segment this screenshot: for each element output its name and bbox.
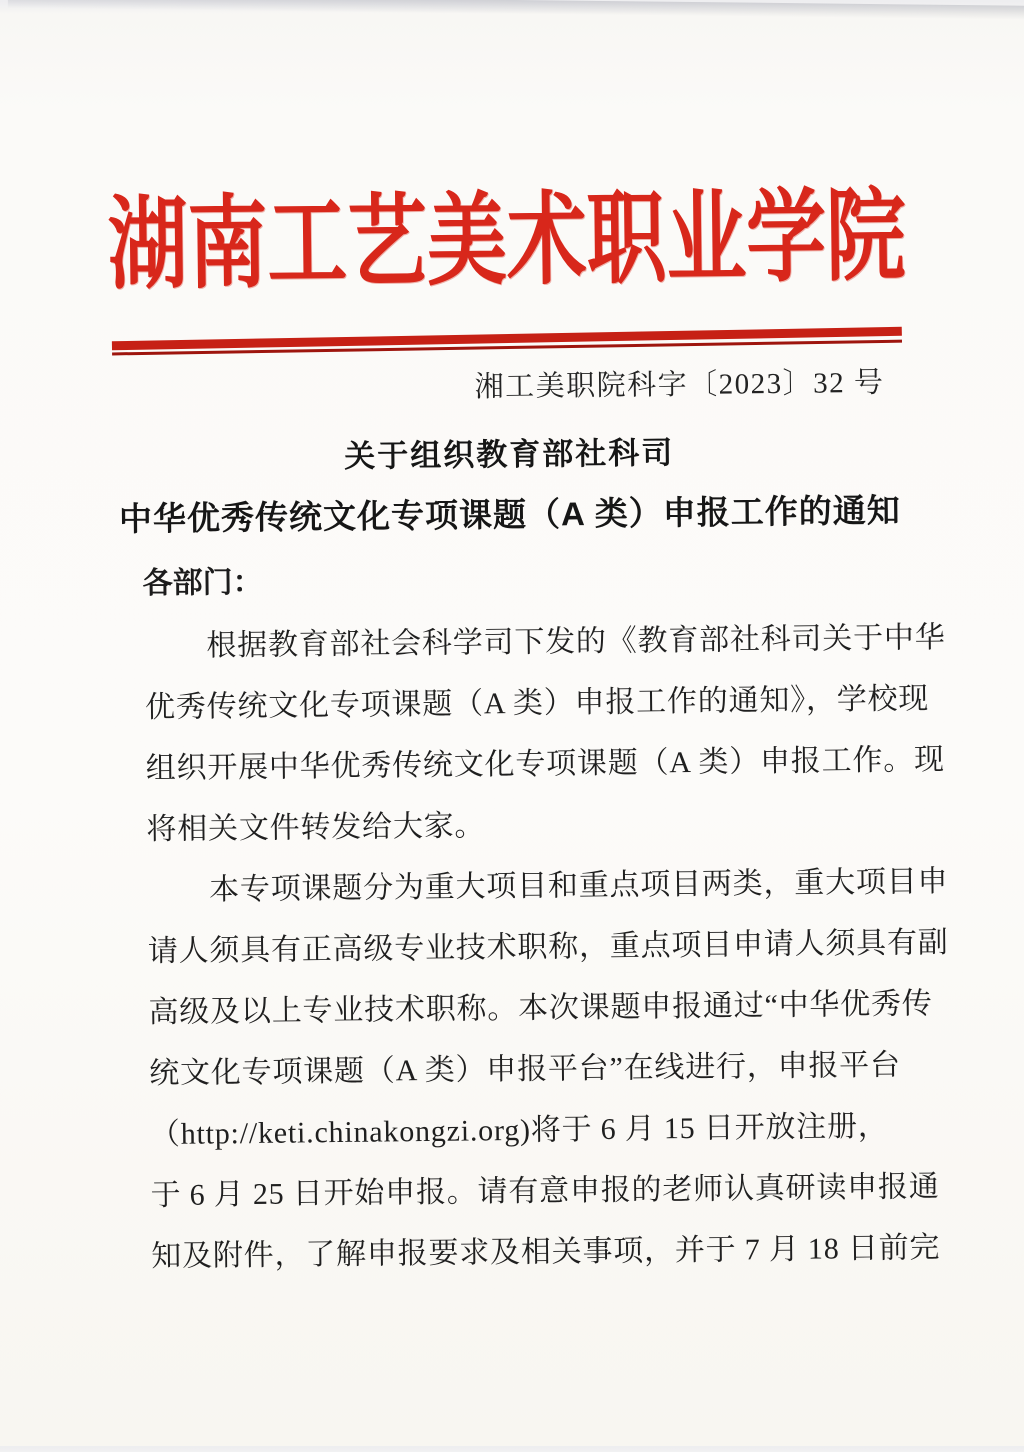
body-line: 优秀传统文化专项课题（A 类）申报工作的通知》，学校现 <box>144 682 930 725</box>
letterhead-title: 湖南工艺美术职业学院 <box>107 180 907 302</box>
body-line: 组织开展中华优秀传统文化专项课题（A 类）申报工作。现 <box>145 743 946 786</box>
body-text <box>144 608 949 1287</box>
body-line: 根据教育部社会科学司下发的《教育部社科司关于中华 <box>206 621 946 663</box>
document-number: 湘工美职院科字〔2023〕32 号 <box>474 366 885 404</box>
body-line: 知及附件，了解申报要求及相关事项，并于 7 月 18 日前完 <box>151 1231 941 1274</box>
body-line: 统文化专项课题（A 类）申报平台”在线进行，申报平台 <box>149 1048 901 1091</box>
body-line: 于 6 月 25 日开始申报。请有意申报的老师认真研读申报通 <box>150 1170 940 1213</box>
body-line: 请人须具有正高级专业技术职称，重点项目申请人须具有副 <box>147 926 949 969</box>
body-line: 高级及以上专业技术职称。本次课题申报通过“中华优秀传 <box>148 987 933 1030</box>
letterhead-divider <box>112 327 902 356</box>
body-line: （http://keti.chinakongzi.org)将于 6 月 15 日开放注册， <box>149 1109 889 1152</box>
salutation: 各部门： <box>142 565 263 601</box>
body-line: 将相关文件转发给大家。 <box>146 809 486 847</box>
body-line: 本专项课题分为重大项目和重点项目两类，重大项目申 <box>208 865 949 907</box>
notice-title-line2: 中华优秀传统文化专项课题（A 类）申报工作的通知 <box>118 491 901 538</box>
notice-title-line1: 关于组织教育部社科司 <box>344 435 675 474</box>
